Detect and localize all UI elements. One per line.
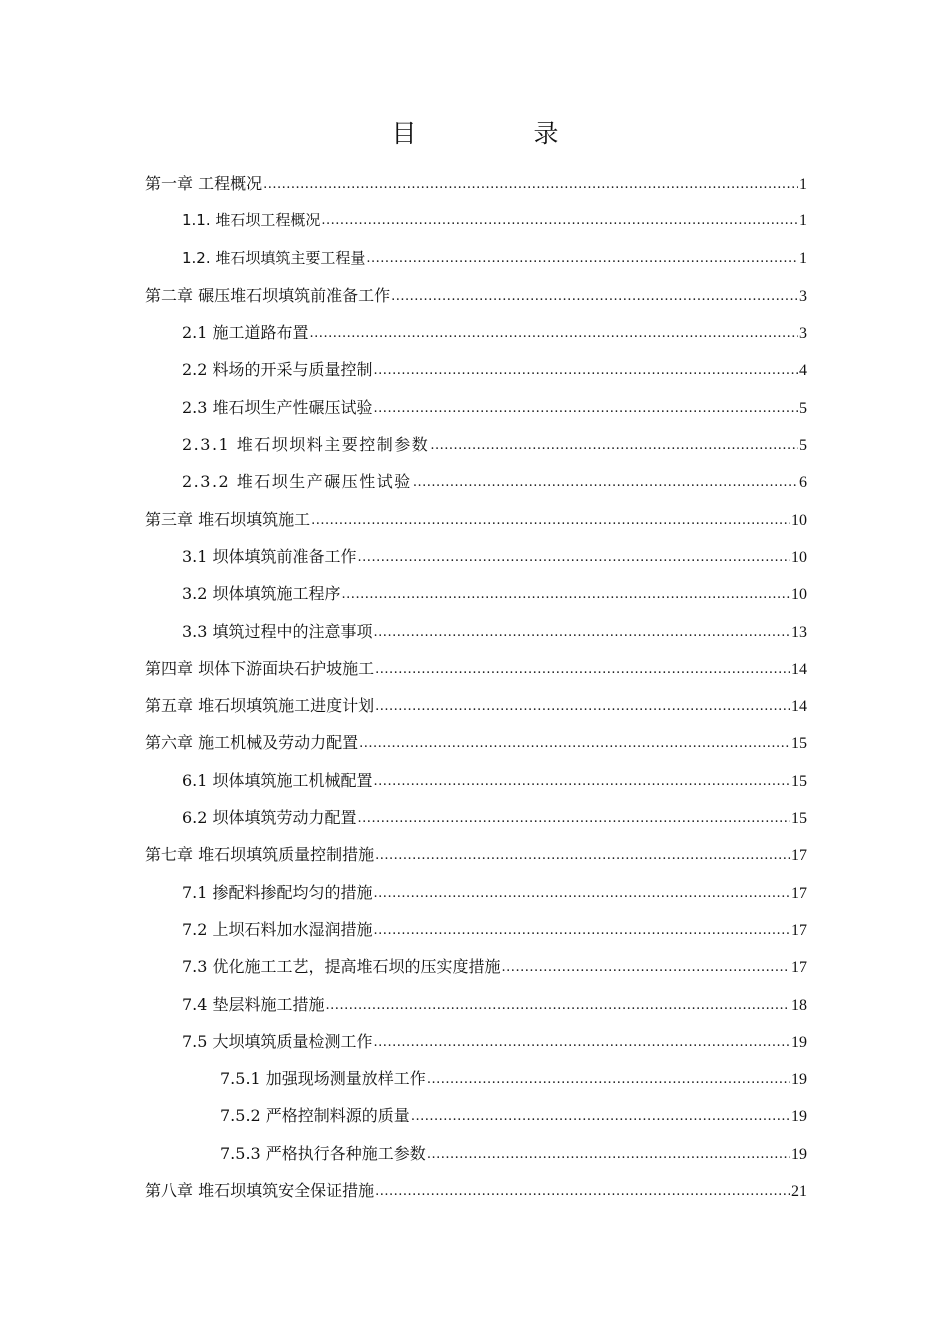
toc-entry-label: 第一章 工程概况 (145, 174, 263, 193)
toc-entry-label: 2.3 堆石坝生产性碾压试验 (182, 397, 373, 417)
toc-page-number: 6 (799, 474, 807, 492)
toc-entry-label: 第五章 堆石坝填筑施工进度计划 (145, 696, 375, 716)
toc-page-number: 21 (791, 1183, 807, 1201)
toc-entry[interactable] (145, 202, 807, 239)
toc-entry[interactable] (145, 724, 807, 761)
toc-entry-label: 3.2 坝体填筑施工程序 (182, 584, 341, 604)
toc-dot-leader (358, 539, 790, 576)
toc-entry-label: 第六章 施工机械及劳动力配置 (145, 733, 359, 753)
toc-entry-label: 2.3.1 堆石坝坝料主要控制参数 (182, 435, 430, 455)
toc-list (145, 165, 807, 1209)
toc-entry-label: 2.3.2 堆石坝生产碾压性试验 (182, 472, 412, 492)
toc-entry[interactable] (145, 650, 807, 687)
toc-entry-label: 3.3 填筑过程中的注意事项 (182, 621, 373, 641)
toc-dot-leader (413, 464, 798, 501)
toc-page-number: 15 (791, 810, 807, 828)
toc-entry[interactable] (145, 165, 807, 202)
toc-entry[interactable] (145, 389, 807, 426)
toc-entry-label: 第二章 碾压堆石坝填筑前准备工作 (145, 285, 391, 305)
toc-entry[interactable] (145, 240, 807, 277)
toc-entry-label: 7.5 大坝填筑质量检测工作 (182, 1031, 373, 1051)
toc-entry-label: 1.2. 堆石坝填筑主要工程量 (182, 248, 366, 267)
toc-dot-leader (374, 390, 798, 427)
toc-entry[interactable] (145, 911, 807, 948)
toc-entry-label: 2.2 料场的开采与质量控制 (182, 360, 373, 380)
toc-entry[interactable] (145, 575, 807, 612)
toc-page-number: 5 (799, 437, 807, 455)
toc-entry[interactable] (145, 1172, 807, 1209)
toc-entry[interactable] (145, 613, 807, 650)
toc-entry[interactable] (145, 1023, 807, 1060)
toc-page-number: 19 (791, 1145, 807, 1163)
toc-entry-label: 第三章 堆石坝填筑施工 (145, 509, 311, 529)
toc-entry[interactable] (145, 948, 807, 985)
toc-entry[interactable] (145, 1097, 807, 1134)
toc-entry[interactable] (145, 1135, 807, 1172)
toc-entry-label: 7.1 掺配料掺配均匀的措施 (182, 882, 373, 902)
toc-dot-leader (374, 763, 790, 800)
toc-entry[interactable] (145, 687, 807, 724)
toc-entry-label: 7.3 优化施工工艺，提高堆石坝的压实度措施 (182, 957, 501, 977)
toc-entry[interactable] (145, 463, 807, 500)
toc-entry-label: 2.1 施工道路布置 (182, 323, 309, 343)
toc-entry-label: 7.5.3 严格执行各种施工参数 (220, 1143, 426, 1163)
toc-entry[interactable] (145, 538, 807, 575)
toc-dot-leader (427, 1061, 790, 1098)
toc-dot-leader (374, 1024, 790, 1061)
toc-entry-label: 1.1. 堆石坝工程概况 (182, 211, 321, 230)
toc-page-number: 5 (799, 399, 807, 417)
toc-page-number: 17 (791, 921, 807, 939)
toc-dot-leader (326, 987, 790, 1024)
toc-page-number: 4 (799, 362, 807, 380)
toc-page-number: 18 (791, 996, 807, 1014)
toc-dot-leader (374, 875, 790, 912)
toc-dot-leader (502, 949, 790, 986)
toc-page-number: 3 (799, 287, 807, 305)
toc-page-number: 10 (791, 586, 807, 604)
toc-page-number: 10 (791, 511, 807, 529)
toc-entry-label: 6.1 坝体填筑施工机械配置 (182, 770, 373, 790)
toc-dot-leader (263, 166, 798, 203)
toc-dot-leader (374, 352, 798, 389)
toc-entry[interactable] (145, 762, 807, 799)
toc-dot-leader (342, 576, 790, 613)
toc-page-number: 1 (799, 176, 807, 193)
toc-entry[interactable] (145, 986, 807, 1023)
toc-page-number: 1 (799, 212, 807, 230)
toc-entry-label: 3.1 坝体填筑前准备工作 (182, 546, 357, 566)
toc-dot-leader (359, 725, 790, 762)
toc-entry-label: 第八章 堆石坝填筑安全保证措施 (145, 1181, 375, 1201)
toc-dot-leader (358, 800, 790, 837)
toc-dot-leader (411, 1098, 790, 1135)
toc-page-number: 13 (791, 623, 807, 641)
toc-dot-leader (366, 240, 798, 277)
toc-dot-leader (321, 202, 798, 239)
toc-page-number: 17 (791, 847, 807, 865)
toc-dot-leader (375, 1173, 790, 1210)
toc-page-number: 19 (791, 1033, 807, 1051)
toc-dot-leader (374, 614, 790, 651)
toc-entry[interactable] (145, 1060, 807, 1097)
toc-entry-label: 7.5.2 严格控制料源的质量 (220, 1106, 410, 1126)
toc-page-number: 19 (791, 1071, 807, 1089)
toc-entry-label: 第四章 坝体下游面块石护坡施工 (145, 658, 375, 678)
toc-entry[interactable] (145, 277, 807, 314)
toc-entry[interactable] (145, 799, 807, 836)
toc-dot-leader (391, 278, 798, 315)
toc-page-number: 10 (791, 548, 807, 566)
toc-title: 目 录 (391, 119, 605, 148)
toc-entry-label: 7.4 垫层料施工措施 (182, 994, 325, 1014)
toc-page-number: 1 (799, 249, 807, 267)
toc-page-number: 17 (791, 959, 807, 977)
toc-entry[interactable] (145, 874, 807, 911)
toc-entry-label: 7.2 上坝石料加水湿润措施 (182, 919, 373, 939)
toc-dot-leader (310, 315, 798, 352)
toc-entry[interactable] (145, 836, 807, 873)
toc-page-number: 17 (791, 884, 807, 902)
toc-dot-leader (430, 427, 798, 464)
toc-page-number: 14 (791, 698, 807, 716)
toc-entry[interactable] (145, 501, 807, 538)
toc-dot-leader (375, 837, 790, 874)
toc-entry[interactable] (145, 314, 807, 351)
toc-dot-leader (311, 502, 790, 539)
toc-entry[interactable] (145, 351, 807, 388)
toc-page-number: 15 (791, 772, 807, 790)
toc-dot-leader (374, 912, 790, 949)
toc-entry-label: 6.2 坝体填筑劳动力配置 (182, 808, 357, 828)
toc-page-number: 3 (799, 325, 807, 343)
toc-entry-label: 7.5.1 加强现场测量放样工作 (220, 1069, 426, 1089)
toc-dot-leader (375, 651, 790, 688)
toc-page-number: 14 (791, 660, 807, 678)
toc-entry[interactable] (145, 426, 807, 463)
toc-page-number: 15 (791, 735, 807, 753)
toc-page-number: 19 (791, 1108, 807, 1126)
toc-dot-leader (427, 1136, 790, 1173)
toc-dot-leader (375, 688, 790, 725)
toc-entry-label: 第七章 堆石坝填筑质量控制措施 (145, 845, 375, 865)
